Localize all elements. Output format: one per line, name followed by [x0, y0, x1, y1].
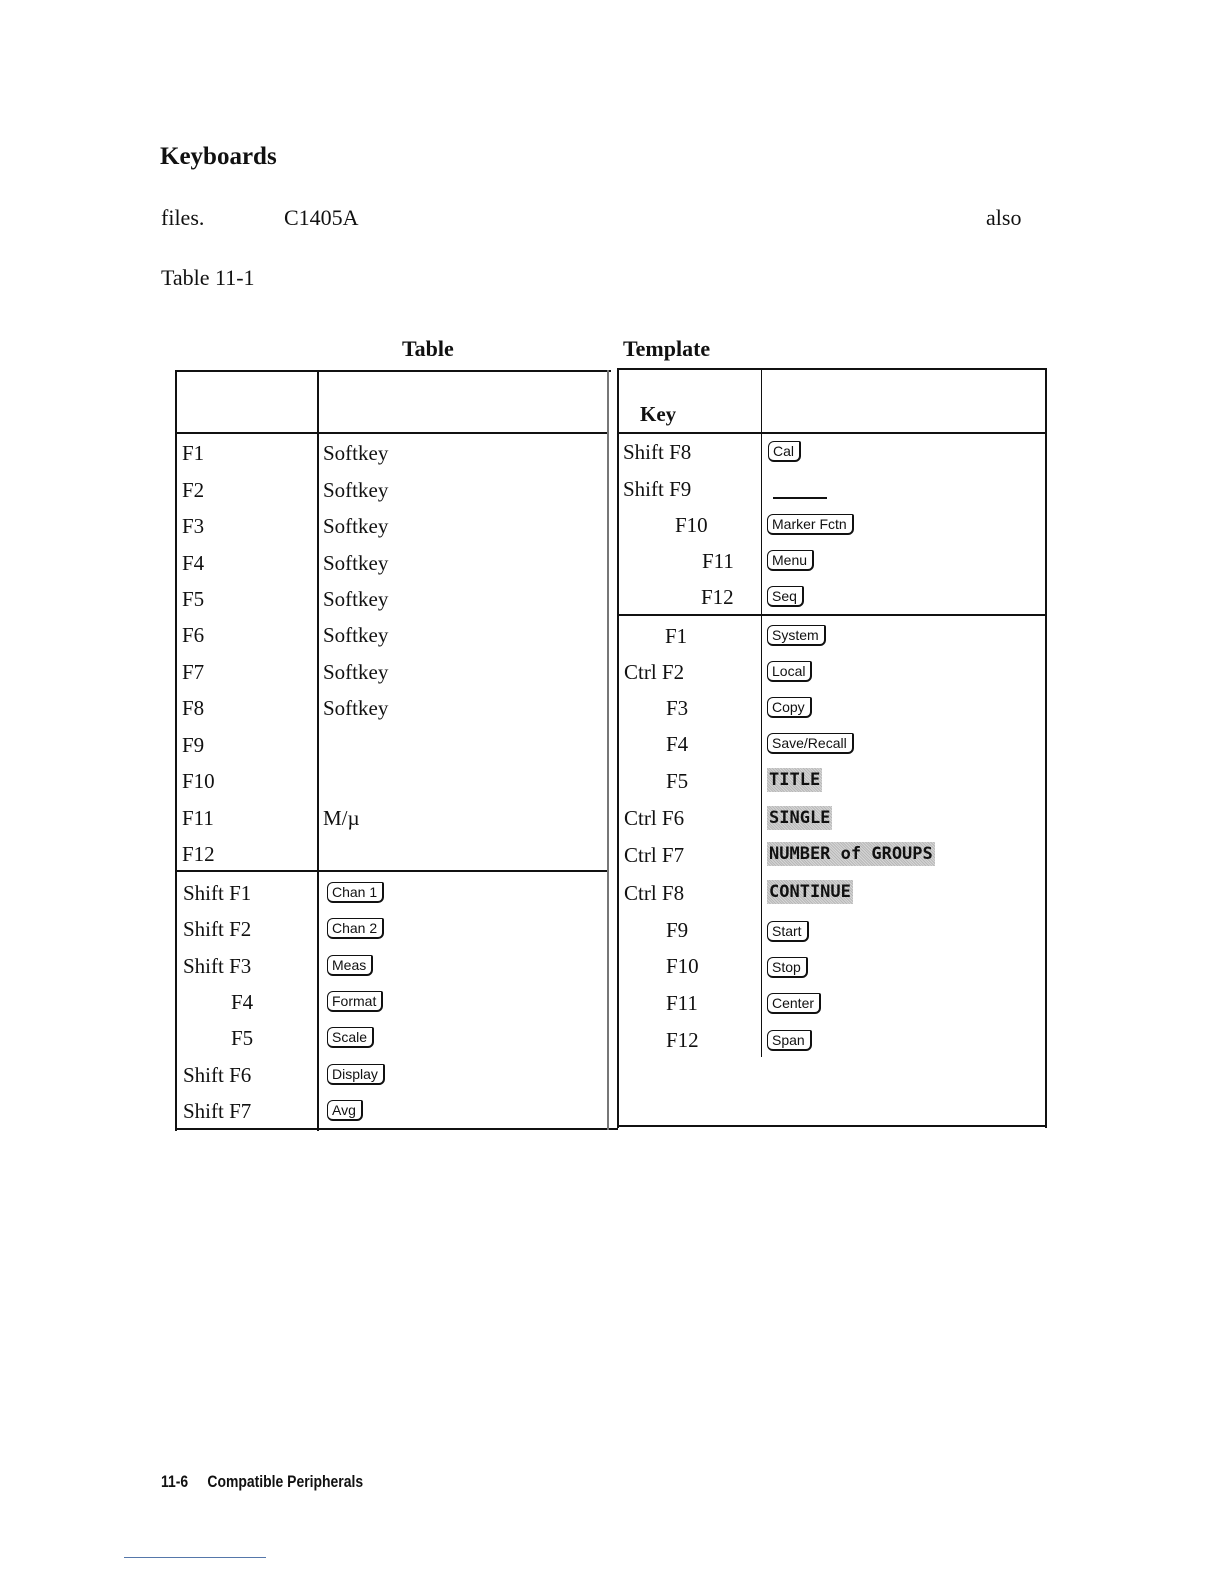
footer-page-number: 11-6 [161, 1472, 189, 1491]
function-cell: Softkey [323, 587, 389, 611]
key-cell: Shift F2 [183, 917, 252, 941]
key-cell: F11 [702, 549, 734, 573]
key-cell: F5 [231, 1026, 254, 1050]
key-cell: F8 [182, 696, 205, 720]
left-table-column-rule [317, 370, 319, 1131]
hardkey-display: Display [327, 1064, 385, 1085]
softkey-title: TITLE [769, 770, 821, 790]
key-cell: F2 [182, 478, 205, 502]
key-cell: Shift F1 [183, 881, 252, 905]
key-cell: F10 [182, 769, 215, 793]
key-cell: Ctrl F7 [624, 843, 685, 867]
key-cell: F9 [666, 918, 689, 942]
right-table-top-rule [617, 368, 1047, 370]
key-cell: F7 [182, 660, 205, 684]
left-table-bottom-rule [175, 1128, 618, 1130]
key-cell: Shift F8 [623, 440, 692, 464]
left-table-header-rule [175, 432, 607, 434]
key-cell: F11 [666, 991, 698, 1015]
key-cell: F12 [182, 842, 215, 866]
caption-template-word: Template [623, 336, 711, 361]
function-cell: Softkey [323, 696, 389, 720]
function-cell: Softkey [323, 514, 389, 538]
key-cell: Shift F3 [183, 954, 252, 978]
hardkey-marker-fctn: Marker Fctn [767, 514, 854, 535]
key-cell: F1 [182, 441, 205, 465]
table-divider-rule [617, 370, 619, 1128]
hardkey-start: Start [767, 921, 809, 942]
hardkey-chan-1: Chan 1 [327, 882, 384, 903]
right-table-group-rule [617, 614, 1047, 616]
hardkey-seq: Seq [767, 586, 804, 607]
function-cell: Softkey [323, 660, 389, 684]
key-cell: F4 [666, 732, 689, 756]
left-table-left-rule [175, 370, 177, 1131]
key-cell: F6 [182, 623, 205, 647]
hardkey-menu: Menu [767, 550, 814, 571]
hardkey-avg: Avg [327, 1100, 363, 1121]
hardkey-system: System [767, 625, 826, 646]
key-cell: F3 [182, 514, 205, 538]
text-fragment-model: C1405A [284, 205, 359, 230]
table-reference: Table 11-1 [161, 265, 255, 290]
hardkey-span: Span [767, 1030, 812, 1051]
hardkey-local: Local [767, 661, 812, 682]
key-cell: Ctrl F8 [624, 881, 685, 905]
softkey-single: SINGLE [769, 808, 831, 828]
softkey-continue: CONTINUE [769, 882, 851, 902]
hardkey-stop: Stop [767, 957, 808, 978]
key-cell: F3 [666, 696, 689, 720]
key-cell: Shift F7 [183, 1099, 252, 1123]
function-cell: Softkey [323, 478, 389, 502]
left-table-group-rule [175, 870, 607, 872]
left-table-top-rule [175, 370, 611, 372]
function-cell: Softkey [323, 441, 389, 465]
table-divider-inner-rule [607, 370, 609, 1130]
key-cell: F10 [666, 954, 699, 978]
function-cell: Softkey [323, 623, 389, 647]
hardkey-save-recall: Save/Recall [767, 733, 854, 754]
blank-entry-rule [773, 497, 827, 499]
right-table-right-rule [1045, 368, 1047, 1128]
function-cell: Softkey [323, 551, 389, 575]
hardkey-cal: Cal [768, 441, 801, 462]
key-cell: F4 [182, 551, 205, 575]
key-cell: F9 [182, 733, 205, 757]
key-cell: F12 [666, 1028, 699, 1052]
footer-section-title: Compatible Peripherals [207, 1472, 364, 1491]
right-table-column-rule [761, 370, 762, 1057]
key-cell: F1 [665, 624, 688, 648]
function-cell: M/µ [323, 806, 360, 830]
text-fragment-also: also [986, 205, 1022, 230]
key-cell: Shift F9 [623, 477, 692, 501]
key-cell: F10 [675, 513, 708, 537]
caption-table-word: Table [402, 336, 454, 361]
footer [161, 1472, 363, 1492]
right-table-header-key: Key [640, 402, 677, 426]
key-cell: Shift F6 [183, 1063, 252, 1087]
text-fragment-files: files. [161, 205, 205, 230]
key-cell: F5 [666, 769, 689, 793]
key-cell: F5 [182, 587, 205, 611]
key-cell: F4 [231, 990, 254, 1014]
hardkey-scale: Scale [327, 1027, 374, 1048]
softkey-number-of-groups: NUMBER of GROUPS [769, 844, 933, 864]
hardkey-copy: Copy [767, 697, 812, 718]
right-table-bottom-rule [617, 1125, 1047, 1127]
key-cell: F12 [701, 585, 734, 609]
key-cell: Ctrl F2 [624, 660, 685, 684]
hardkey-format: Format [327, 991, 383, 1012]
key-cell: F11 [182, 806, 214, 830]
hardkey-center: Center [767, 993, 821, 1014]
footer-rule [124, 1557, 266, 1558]
key-cell: Ctrl F6 [624, 806, 685, 830]
section-heading: Keyboards [160, 143, 277, 170]
right-table-header-rule [617, 432, 1047, 434]
hardkey-meas: Meas [327, 955, 373, 976]
hardkey-chan-2: Chan 2 [327, 918, 384, 939]
